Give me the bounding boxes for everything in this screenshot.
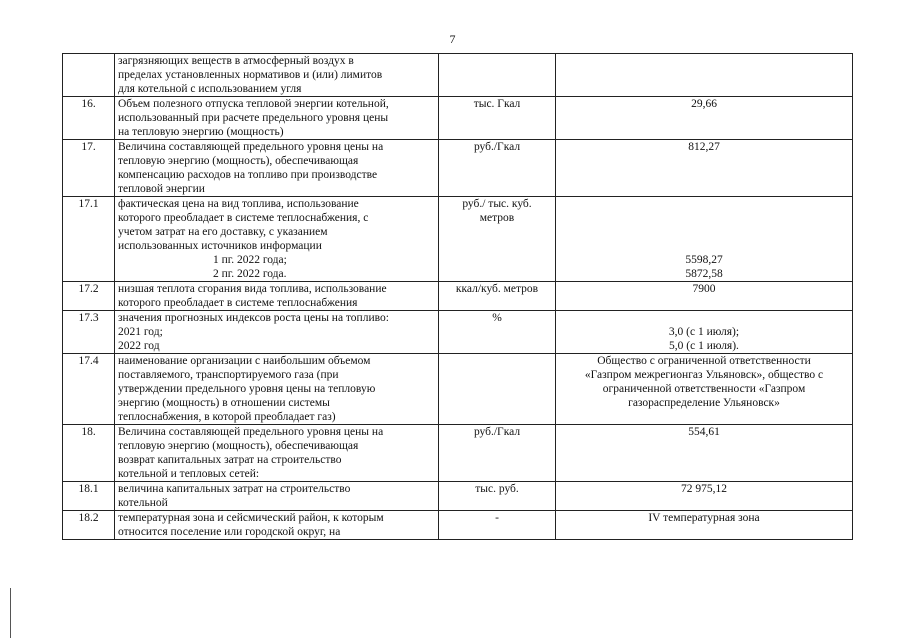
row-unit bbox=[439, 97, 556, 140]
value-line: 5598,27 bbox=[685, 254, 723, 266]
value-line bbox=[559, 239, 849, 253]
row-number: 17.3 bbox=[63, 311, 115, 354]
row-description bbox=[115, 511, 439, 540]
description-line: которого преобладает в системе теплоснабжения, с bbox=[118, 212, 369, 224]
description-line: на тепловую энергию (мощность) bbox=[118, 126, 284, 138]
row-number: 18.1 bbox=[63, 482, 115, 511]
row-value bbox=[556, 354, 853, 425]
description-line: пределах установленных нормативов и (или) лимитов bbox=[118, 69, 383, 81]
table-row bbox=[63, 197, 853, 282]
page-number: 7 bbox=[449, 32, 456, 46]
margin-mark bbox=[10, 588, 11, 638]
unit-line: тыс. руб. bbox=[475, 483, 519, 495]
description-line: 2022 год bbox=[118, 340, 160, 352]
row-number: 17.1 bbox=[63, 197, 115, 282]
description-line: утверждении предельного уровня цены на тепловую bbox=[118, 383, 376, 395]
row-description bbox=[115, 140, 439, 197]
row-number: 17.2 bbox=[63, 282, 115, 311]
description-line: температурная зона и сейсмический район, к которым bbox=[118, 512, 384, 524]
row-description bbox=[115, 311, 439, 354]
row-description bbox=[115, 54, 439, 97]
row-unit bbox=[439, 140, 556, 197]
row-unit bbox=[439, 425, 556, 482]
tariff-table bbox=[62, 53, 853, 540]
table-row bbox=[63, 54, 853, 97]
row-number: 18. bbox=[63, 425, 115, 482]
value-line bbox=[559, 311, 849, 325]
description-line: фактическая цена на вид топлива, использование bbox=[118, 198, 359, 210]
description-line: Величина составляющей предельного уровня цены на bbox=[118, 426, 384, 438]
unit-line: метров bbox=[479, 212, 515, 224]
description-line: котельной и тепловых сетей: bbox=[118, 468, 260, 480]
description-line: возврат капитальных затрат на строительство bbox=[118, 454, 342, 466]
description-line: энергию (мощность) в отношении системы bbox=[118, 397, 330, 409]
description-line: поставляемого, транспортируемого газа (при bbox=[118, 369, 339, 381]
unit-line: руб./ тыс. куб. bbox=[462, 198, 532, 210]
description-line: наименование организации с наибольшим объемом bbox=[118, 355, 371, 367]
row-unit bbox=[439, 354, 556, 425]
description-period-line: 2 пг. 2022 года. bbox=[213, 268, 287, 280]
description-line: 2021 год; bbox=[118, 326, 163, 338]
row-number: 17.4 bbox=[63, 354, 115, 425]
row-value bbox=[556, 482, 853, 511]
row-value bbox=[556, 311, 853, 354]
value-line bbox=[559, 197, 849, 211]
value-line: 3,0 (с 1 июля); bbox=[668, 326, 740, 338]
value-line: IV температурная зона bbox=[648, 512, 760, 524]
unit-line: - bbox=[495, 512, 499, 524]
row-description bbox=[115, 282, 439, 311]
value-line: 5872,58 bbox=[685, 268, 723, 280]
value-line: 72 975,12 bbox=[681, 483, 727, 495]
description-line: котельной bbox=[118, 497, 168, 509]
value-line: 29,66 bbox=[691, 98, 717, 110]
row-unit bbox=[439, 197, 556, 282]
table-row bbox=[63, 311, 853, 354]
description-line: которого преобладает в системе теплоснабжения bbox=[118, 297, 358, 309]
row-number: 17. bbox=[63, 140, 115, 197]
value-line: газораспределение Ульяновск» bbox=[628, 397, 780, 409]
row-number: 16. bbox=[63, 97, 115, 140]
unit-line: % bbox=[492, 312, 502, 324]
description-line: использованных источников информации bbox=[118, 240, 322, 252]
description-line: учетом затрат на его доставку, с указанием bbox=[118, 226, 328, 238]
description-line: загрязняющих веществ в атмосферный воздух в bbox=[118, 55, 354, 67]
value-line bbox=[559, 211, 849, 225]
value-line: ограниченной ответственности «Газпром bbox=[602, 383, 806, 395]
description-line: относится поселение или городской округ, на bbox=[118, 526, 341, 538]
row-unit bbox=[439, 54, 556, 97]
value-line bbox=[559, 225, 849, 239]
table-row bbox=[63, 140, 853, 197]
row-description bbox=[115, 97, 439, 140]
unit-line: руб./Гкал bbox=[473, 426, 521, 438]
description-period-line: 1 пг. 2022 года; bbox=[213, 254, 287, 266]
row-number: 18.2 bbox=[63, 511, 115, 540]
description-line: компенсацию расходов на топливо при производстве bbox=[118, 169, 378, 181]
row-value bbox=[556, 282, 853, 311]
row-description bbox=[115, 425, 439, 482]
description-line: использованный при расчете предельного уровня цены bbox=[118, 112, 389, 124]
row-number bbox=[63, 54, 115, 97]
description-line: тепловую энергию (мощность), обеспечивающая bbox=[118, 155, 359, 167]
row-description bbox=[115, 354, 439, 425]
unit-line: руб./Гкал bbox=[473, 141, 521, 153]
row-description bbox=[115, 482, 439, 511]
table-row bbox=[63, 425, 853, 482]
value-line: 5,0 (с 1 июля). bbox=[669, 340, 739, 352]
row-value bbox=[556, 511, 853, 540]
description-line: Объем полезного отпуска тепловой энергии котельной, bbox=[118, 98, 389, 110]
value-line: 7900 bbox=[692, 283, 716, 295]
row-value bbox=[556, 140, 853, 197]
table-row bbox=[63, 482, 853, 511]
row-description bbox=[115, 197, 439, 282]
row-unit bbox=[439, 511, 556, 540]
table-row bbox=[63, 511, 853, 540]
row-value bbox=[556, 425, 853, 482]
description-line: теплоснабжения, в которой преобладает газ) bbox=[118, 411, 336, 423]
row-value bbox=[556, 97, 853, 140]
description-line: тепловую энергию (мощность), обеспечивающая bbox=[118, 440, 359, 452]
row-unit bbox=[439, 482, 556, 511]
description-line: Величина составляющей предельного уровня цены на bbox=[118, 141, 384, 153]
table-row bbox=[63, 354, 853, 425]
description-line: тепловой энергии bbox=[118, 183, 205, 195]
row-value bbox=[556, 197, 853, 282]
row-unit bbox=[439, 282, 556, 311]
row-value bbox=[556, 54, 853, 97]
description-line: величина капитальных затрат на строительство bbox=[118, 483, 351, 495]
table-row bbox=[63, 282, 853, 311]
unit-line: тыс. Гкал bbox=[473, 98, 521, 110]
table-row bbox=[63, 97, 853, 140]
value-line: «Газпром межрегионгаз Ульяновск», общество с bbox=[584, 369, 824, 381]
unit-line: ккал/куб. метров bbox=[455, 283, 539, 295]
value-line: Общество с ограниченной ответственности bbox=[597, 355, 811, 367]
value-line: 812,27 bbox=[688, 141, 720, 153]
description-line: значения прогнозных индексов роста цены на топливо: bbox=[118, 312, 389, 324]
description-line: для котельной с использованием угля bbox=[118, 83, 302, 95]
row-unit bbox=[439, 311, 556, 354]
value-line: 554,61 bbox=[688, 426, 720, 438]
description-line: низшая теплота сгорания вида топлива, использование bbox=[118, 283, 387, 295]
